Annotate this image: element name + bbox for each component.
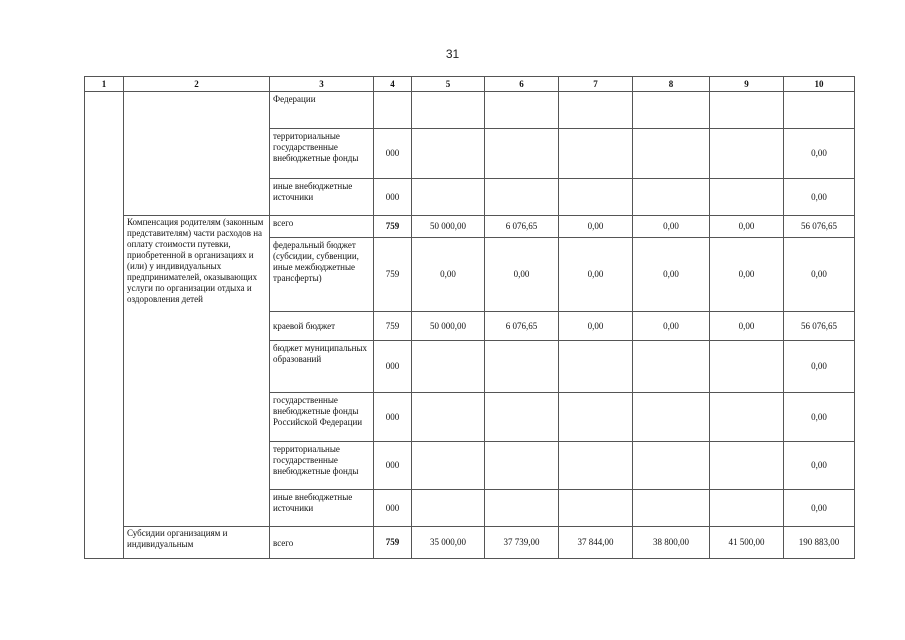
value-cell — [485, 341, 559, 393]
value-cell — [633, 442, 710, 490]
value-cell — [559, 341, 633, 393]
value-cell — [710, 92, 784, 129]
value-cell — [710, 341, 784, 393]
source-cell: территориальные государственные внебюджетные фонды — [270, 129, 374, 179]
value-cell — [412, 442, 485, 490]
value-cell: 50 000,00 — [412, 216, 485, 238]
source-cell: всего — [270, 527, 374, 559]
table-row — [85, 527, 855, 559]
value-cell: 50 000,00 — [412, 312, 485, 341]
col-header-10: 10 — [784, 77, 855, 92]
col-header-9: 9 — [710, 77, 784, 92]
value-cell — [485, 393, 559, 442]
col-header-2: 2 — [124, 77, 270, 92]
col-header-8: 8 — [633, 77, 710, 92]
value-cell: 0,00 — [784, 129, 855, 179]
code-cell: 000 — [374, 490, 412, 527]
value-cell: 6 076,65 — [485, 216, 559, 238]
code-cell: 759 — [374, 312, 412, 341]
value-cell — [633, 179, 710, 216]
code-cell: 759 — [374, 527, 412, 559]
value-cell: 0,00 — [784, 341, 855, 393]
value-cell — [559, 179, 633, 216]
page-number: 31 — [445, 47, 460, 61]
value-cell — [710, 179, 784, 216]
code-cell — [374, 92, 412, 129]
value-cell — [633, 92, 710, 129]
value-cell: 0,00 — [559, 216, 633, 238]
value-cell: 0,00 — [710, 312, 784, 341]
col-header-5: 5 — [412, 77, 485, 92]
value-cell — [412, 92, 485, 129]
value-cell — [485, 490, 559, 527]
code-cell: 000 — [374, 179, 412, 216]
value-cell: 0,00 — [412, 238, 485, 312]
value-cell: 0,00 — [710, 238, 784, 312]
value-cell — [559, 442, 633, 490]
value-cell: 38 800,00 — [633, 527, 710, 559]
table-row — [85, 92, 855, 129]
value-cell — [710, 490, 784, 527]
value-cell: 0,00 — [485, 238, 559, 312]
value-cell — [559, 393, 633, 442]
value-cell — [710, 393, 784, 442]
value-cell: 0,00 — [784, 179, 855, 216]
value-cell: 0,00 — [784, 393, 855, 442]
value-cell: 35 000,00 — [412, 527, 485, 559]
value-cell — [633, 490, 710, 527]
value-cell: 6 076,65 — [485, 312, 559, 341]
value-cell — [784, 92, 855, 129]
value-cell — [559, 129, 633, 179]
value-cell — [710, 442, 784, 490]
source-cell: иные внебюджетные источники — [270, 490, 374, 527]
value-cell: 0,00 — [559, 238, 633, 312]
value-cell: 41 500,00 — [710, 527, 784, 559]
value-cell: 0,00 — [633, 238, 710, 312]
code-cell: 000 — [374, 129, 412, 179]
header-row — [85, 77, 855, 92]
value-cell: 0,00 — [559, 312, 633, 341]
group-subsidies: Субсидии организациям и индивидуальным — [124, 527, 270, 559]
value-cell — [485, 179, 559, 216]
source-cell: территориальные государственные внебюджетные фонды — [270, 442, 374, 490]
group-compensation: Компенсация родителям (законным представителям) части расходов на оплату стоимости путевки, приобретенной в организациях и (или) у индивидуальных предпринимателей, оказывающих услуги по организации отдыха и оздоровления детей — [124, 216, 270, 527]
value-cell — [412, 341, 485, 393]
value-cell: 0,00 — [784, 442, 855, 490]
col-header-7: 7 — [559, 77, 633, 92]
value-cell — [412, 179, 485, 216]
source-cell: Федерации — [270, 92, 374, 129]
col-header-6: 6 — [485, 77, 559, 92]
source-cell: государственные внебюджетные фонды Российской Федерации — [270, 393, 374, 442]
value-cell — [412, 490, 485, 527]
source-cell: федеральный бюджет (субсидии, субвенции, иные межбюджетные трансферты) — [270, 238, 374, 312]
value-cell: 56 076,65 — [784, 312, 855, 341]
code-cell: 000 — [374, 442, 412, 490]
value-cell: 37 844,00 — [559, 527, 633, 559]
code-cell: 000 — [374, 393, 412, 442]
value-cell — [710, 129, 784, 179]
value-cell — [485, 92, 559, 129]
col2-cell — [124, 92, 270, 216]
budget-table — [84, 76, 855, 559]
col-header-4: 4 — [374, 77, 412, 92]
col-header-1: 1 — [85, 77, 124, 92]
value-cell: 37 739,00 — [485, 527, 559, 559]
value-cell — [412, 393, 485, 442]
value-cell — [559, 92, 633, 129]
value-cell: 0,00 — [633, 312, 710, 341]
value-cell: 190 883,00 — [784, 527, 855, 559]
value-cell: 56 076,65 — [784, 216, 855, 238]
table-row — [85, 216, 855, 238]
code-cell: 759 — [374, 216, 412, 238]
value-cell: 0,00 — [633, 216, 710, 238]
value-cell: 0,00 — [710, 216, 784, 238]
source-cell: краевой бюджет — [270, 312, 374, 341]
value-cell — [633, 341, 710, 393]
value-cell — [485, 442, 559, 490]
code-cell: 759 — [374, 238, 412, 312]
code-cell: 000 — [374, 341, 412, 393]
source-cell: бюджет муниципальных образований — [270, 341, 374, 393]
col1-cell — [85, 92, 124, 559]
source-cell: иные внебюджетные источники — [270, 179, 374, 216]
value-cell: 0,00 — [784, 238, 855, 312]
col-header-3: 3 — [270, 77, 374, 92]
value-cell — [633, 129, 710, 179]
source-cell: всего — [270, 216, 374, 238]
value-cell: 0,00 — [784, 490, 855, 527]
value-cell — [412, 129, 485, 179]
value-cell — [633, 393, 710, 442]
value-cell — [559, 490, 633, 527]
value-cell — [485, 129, 559, 179]
